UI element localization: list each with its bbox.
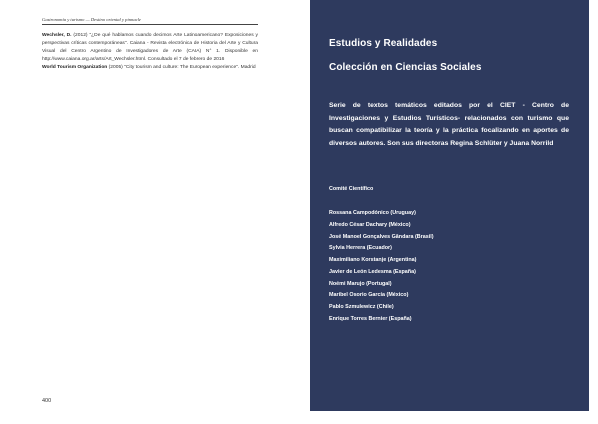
reference-entry <box>42 32 258 64</box>
committee-heading: Comité Científico <box>329 186 374 192</box>
header-divider <box>42 24 258 25</box>
committee-member: Enrique Torres Bernier (España) <box>329 315 412 322</box>
committee-member: Maximiliano Korstanje (Argentina) <box>329 257 417 263</box>
series-info-panel <box>310 0 589 411</box>
committee-member: José Manoel Gonçalves Gândara (Brasil) <box>329 233 434 240</box>
committee-member: Javier de León Ledesma (España) <box>329 268 416 275</box>
reference-author: Wechsler, D. <box>42 33 72 38</box>
committee-member: Alfredo César Dachary (México) <box>329 221 411 228</box>
committee-members-list <box>329 208 434 326</box>
series-description: Serie de textos temáticos editados por el CIET - Centro de Investigaciones y Estudios Turísticos- relacionados con turismo que buscan compatibilizar la teoría y la práctica focalizando en aportes de diversos autores. Son sus directoras Regina Schlüter y Juana Norrild <box>329 102 569 147</box>
page-number: 400 <box>42 398 52 404</box>
reference-text: (2012) "¿De qué hablamos cuando decimos Arte Latinoamericano? Exposiciones y perspectivas críticas contemporáneas". Caiana - Revista electrónica de Historia del Arte y Cultura Visual del Centro Argentino de Investigadores de Arte (CAIA) N° 1. Disponible en http://www.caiana.org.ar/arts/Art_Wechsler.html. Consultado el 7 de febrero de 2016 <box>42 33 258 63</box>
committee-member: Rossana Campodónico (Uruguay) <box>329 210 416 216</box>
references-list <box>42 32 258 72</box>
series-title: Estudios y Realidades <box>329 38 438 49</box>
reference-entry <box>42 64 258 72</box>
committee-member: Sylvia Herrera (Ecuador) <box>329 245 392 252</box>
right-page <box>300 0 598 424</box>
reference-author: World Tourism Organization <box>42 65 108 71</box>
reference-text: (2005) "City tourism and culture: The European experience". Madrid <box>107 65 256 71</box>
committee-member: Noémi Marujo (Portugal) <box>329 280 392 287</box>
running-header: Gastronomía y turismo — Destino oriental y pinnacle <box>42 17 141 22</box>
committee-member: Pablo Szmulewicz (Chile) <box>329 304 394 310</box>
collection-title: Colección en Ciencias Sociales <box>329 62 482 73</box>
committee-member: Maribel Osorio García (México) <box>329 292 409 299</box>
